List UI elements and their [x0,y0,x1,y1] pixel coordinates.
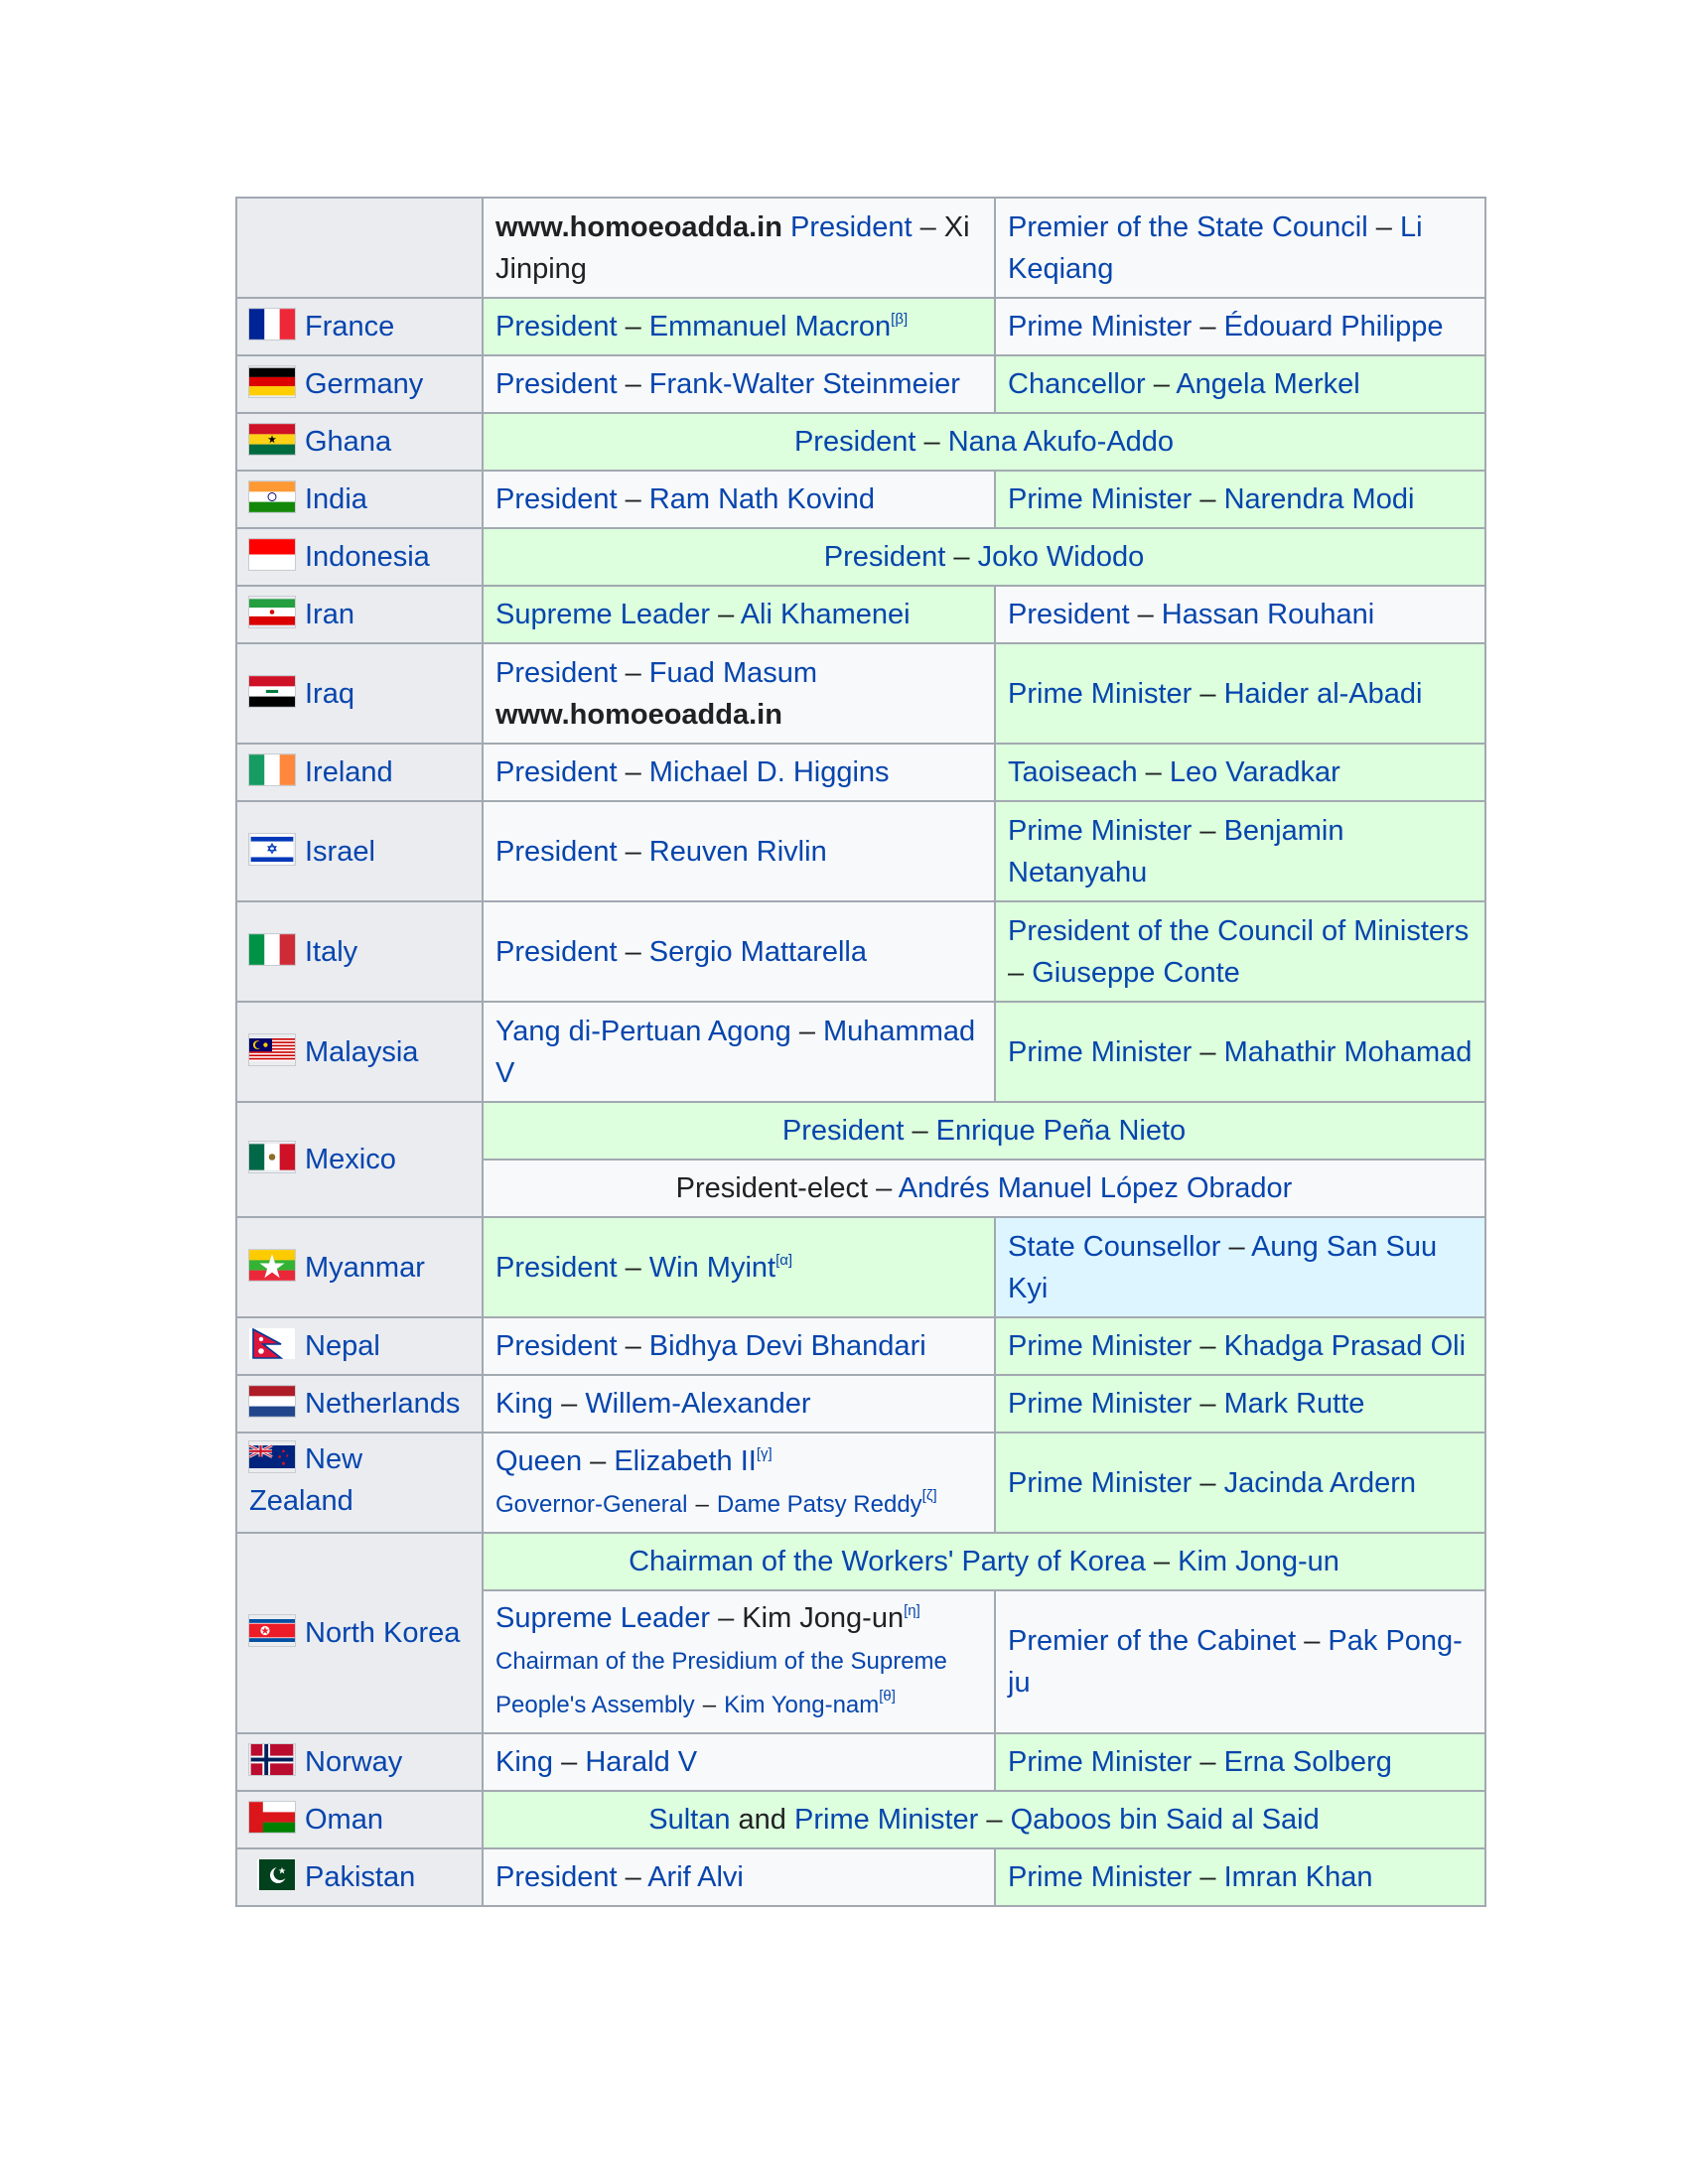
head-of-state-cell [483,1590,995,1733]
dash: – [625,1251,641,1284]
country-link[interactable]: Iran [305,599,354,630]
person-link[interactable]: Sergio Mattarella [648,935,867,968]
person-link[interactable]: Muhammad V [495,1015,976,1089]
country-link[interactable]: Israel [305,835,375,868]
head-of-government-cell [995,1590,1485,1733]
person-name: Kim Jong-un [742,1602,905,1634]
office-link[interactable]: State Counsellor [1008,1230,1221,1263]
person-link[interactable]: Kim Jong-un [1178,1546,1339,1577]
table-row-iraq [236,643,1485,744]
country-link[interactable]: North Korea [305,1617,461,1649]
country-link[interactable]: Ireland [305,756,393,788]
malaysia-flag-icon [249,1034,295,1065]
country-link[interactable]: Nepal [305,1330,380,1362]
head-of-state-cell [483,586,995,643]
office-link[interactable]: Premier of the State Council [1008,210,1368,243]
country-cell [236,744,483,801]
office-link[interactable]: Chairman of the Presidium of the Supreme People's Assembly [495,1648,947,1718]
dash: – [1199,814,1216,847]
iran-flag-icon [249,597,295,627]
dash: – [1199,1035,1216,1068]
person-link[interactable]: Qaboos bin Said al Said [1010,1804,1320,1836]
dash: – [702,1692,717,1718]
office-link[interactable]: Supreme Leader [495,1602,711,1634]
head-of-government-cell [995,1217,1485,1317]
office-link[interactable]: Prime Minister [1008,1035,1193,1068]
dash: – [1375,210,1392,243]
person-name: Xi Jinping [495,210,970,285]
dash: – [912,1115,928,1147]
footnote-link[interactable]: [β] [891,311,909,328]
office-link[interactable]: Prime Minister [1008,1861,1193,1893]
footnote-link[interactable]: [θ] [879,1688,896,1705]
dash: – [986,1804,1003,1836]
person-link[interactable]: Haider al-Abadi [1223,677,1423,710]
country-cell [236,528,483,586]
head-of-state-and-government-cell [483,1791,1485,1848]
head-of-state-cell [483,1433,995,1533]
dash: – [953,541,970,573]
pakistan-flag-icon [249,1859,295,1890]
dash: – [625,1861,641,1893]
office-link[interactable]: President [823,541,946,573]
dash: – [1153,1546,1171,1577]
footnote-link[interactable]: [ζ] [921,1486,937,1504]
head-of-government-cell [995,643,1485,744]
france-flag-icon [249,309,295,340]
person-link[interactable]: Elizabeth II [614,1444,757,1477]
table-row-italy [236,901,1485,1002]
head-of-government-cell [995,901,1485,1002]
head-of-state-cell [483,1848,995,1906]
israel-flag-icon [249,834,295,865]
office-link[interactable]: Prime Minister [1008,814,1193,847]
person-link[interactable]: Narendra Modi [1223,483,1415,515]
country-cell [236,1102,483,1217]
head-of-government-cell [995,1317,1485,1375]
office-link[interactable]: Prime Minister [1008,677,1193,710]
country-cell-empty [236,198,483,298]
dash: – [923,426,940,458]
person-link[interactable]: Aung San Suu Kyi [1008,1230,1438,1304]
head-of-government-cell [995,801,1485,901]
office-link[interactable]: President [495,756,618,788]
office-link[interactable]: Chancellor [1008,368,1146,400]
dash: – [1199,311,1216,342]
head-of-state-and-government-cell [483,1102,1485,1160]
watermark-text: www.homoeoadda.in [495,698,782,731]
office-link[interactable]: Queen [495,1444,583,1477]
office-link[interactable]: Governor-General [495,1490,688,1518]
dash: – [1199,483,1216,515]
office-link[interactable]: Sultan [648,1804,731,1836]
table-row-myanmar [236,1217,1485,1317]
person-link[interactable]: Harald V [585,1746,698,1778]
office-link[interactable]: President [495,483,618,515]
norway-flag-icon [249,1744,295,1775]
footnote-link[interactable]: [η] [904,1602,920,1619]
dash: – [590,1444,607,1477]
country-link[interactable]: Oman [305,1804,383,1836]
office-link[interactable]: Chairman of the Workers' Party of Korea [629,1546,1146,1577]
country-link[interactable]: Netherlands [305,1388,461,1420]
country-cell [236,1791,483,1848]
head-of-state-cell [483,1217,995,1317]
office-link[interactable]: President [495,368,618,400]
person-link[interactable]: Joko Widodo [977,541,1145,573]
office-link[interactable]: Prime Minister [1008,483,1193,515]
office-link[interactable]: Prime Minister [794,1804,979,1836]
nepal-flag-icon [249,1328,295,1359]
person-link[interactable]: Khadga Prasad Oli [1223,1330,1467,1362]
person-link[interactable]: Win Myint [648,1251,776,1284]
table-row-iran [236,586,1485,643]
dash: – [1304,1625,1321,1657]
person-link[interactable]: Pak Pong-ju [1008,1625,1463,1699]
table-row-north-korea [236,1533,1485,1590]
office-link[interactable]: President [495,311,618,342]
person-link[interactable]: Mahathir Mohamad [1223,1035,1473,1068]
person-link[interactable]: Michael D. Higgins [648,756,890,788]
dash: – [798,1015,815,1047]
office-link[interactable]: President [790,210,913,243]
country-link[interactable]: Mexico [305,1144,396,1175]
country-link[interactable]: Germany [305,368,424,400]
head-of-government-cell [995,1375,1485,1433]
heads-of-state-table [235,197,1486,1907]
office-text: President-elect [675,1172,869,1204]
table-row-germany [236,355,1485,413]
indonesia-flag-icon [249,539,295,570]
head-of-state-cell [483,1317,995,1375]
head-of-government-cell [995,298,1485,355]
head-of-government-cell [995,1433,1485,1533]
dash: – [1153,368,1170,400]
person-link[interactable]: Giuseppe Conte [1032,956,1240,989]
head-of-state-cell [483,198,995,298]
person-link[interactable]: Emmanuel Macron [648,311,892,342]
country-link[interactable]: Pakistan [305,1861,416,1893]
person-link[interactable]: Ram Nath Kovind [648,483,876,515]
person-link[interactable]: Frank-Walter Steinmeier [648,368,960,400]
person-link[interactable]: Andrés Manuel López Obrador [898,1172,1293,1204]
person-link[interactable]: Nana Akufo-Addo [947,426,1175,458]
head-of-state-cell [483,744,995,801]
table-row-norway [236,1733,1485,1791]
country-cell [236,1375,483,1433]
country-cell [236,586,483,643]
office-link[interactable]: President [495,1330,618,1362]
italy-flag-icon [249,934,295,965]
dash: – [1199,677,1216,710]
dash: – [625,935,641,968]
dash: – [625,656,641,689]
country-cell [236,1317,483,1375]
person-link[interactable]: Li Keqiang [1008,210,1423,285]
country-cell [236,801,483,901]
india-flag-icon [249,481,295,512]
country-cell [236,901,483,1002]
person-link[interactable]: Mark Rutte [1223,1388,1365,1420]
country-cell [236,643,483,744]
head-of-government-cell [995,1848,1485,1906]
head-of-state-and-government-cell [483,528,1485,586]
table-row-china [236,198,1485,298]
person-link[interactable]: Erna Solberg [1223,1746,1392,1778]
table-row-mexico [236,1102,1485,1160]
country-cell [236,355,483,413]
table-row-nepal [236,1317,1485,1375]
dash: – [1199,1746,1216,1778]
head-of-state-cell [483,801,995,901]
person-link[interactable]: Jacinda Ardern [1223,1466,1417,1499]
office-link[interactable]: President [495,835,618,868]
head-of-state-cell [483,643,995,744]
head-of-government-cell [995,198,1485,298]
dash: – [625,311,641,342]
office-link[interactable]: Yang di-Pertuan Agong [495,1015,791,1047]
office-link[interactable]: Prime Minister [1008,1466,1193,1499]
head-of-government-cell [995,471,1485,528]
country-link[interactable]: Italy [305,935,358,968]
dash: – [1137,599,1154,630]
person-link[interactable]: Enrique Peña Nieto [935,1115,1187,1147]
country-cell [236,413,483,471]
dash: – [561,1746,578,1778]
country-cell [236,1217,483,1317]
country-cell [236,298,483,355]
table-row-france [236,298,1485,355]
office-link[interactable]: President [781,1115,905,1147]
dash: – [1008,956,1025,989]
office-link[interactable]: President [495,1861,618,1893]
iraq-flag-icon [249,676,295,707]
country-link[interactable]: Malaysia [305,1035,419,1068]
person-link[interactable]: Édouard Philippe [1223,311,1444,342]
office-link[interactable]: Prime Minister [1008,311,1193,342]
oman-flag-icon [249,1802,295,1833]
footnote-link[interactable]: [α] [775,1251,793,1269]
conjunction-text: and [738,1804,786,1836]
office-link[interactable]: President [1008,599,1130,630]
table-row-netherlands [236,1375,1485,1433]
head-of-state-and-government-cell [483,413,1485,471]
person-link[interactable]: Ali Khamenei [740,599,911,630]
dash: – [1228,1230,1245,1263]
head-of-state-cell [483,1733,995,1791]
person-link[interactable]: Fuad Masum [648,656,818,689]
office-link[interactable]: Supreme Leader [495,599,711,630]
footnote-link[interactable]: [γ] [756,1444,773,1462]
ireland-flag-icon [249,754,295,785]
person-link[interactable]: Arif Alvi [647,1861,744,1893]
dash: – [1199,1388,1216,1420]
dash: – [625,756,641,788]
person-link[interactable]: Bidhya Devi Bhandari [648,1330,926,1362]
office-link[interactable]: President [495,935,618,968]
dash: – [718,1602,735,1634]
person-link[interactable]: Hassan Rouhani [1161,599,1375,630]
dash: – [1199,1861,1216,1893]
country-cell [236,1002,483,1102]
table-row-india [236,471,1485,528]
dash: – [718,599,735,630]
country-link[interactable]: New Zealand [249,1443,363,1517]
dash: – [1199,1466,1216,1499]
office-link[interactable]: President [495,1251,618,1284]
party-chairman-cell [483,1533,1485,1590]
office-link[interactable]: President [793,426,916,458]
head-of-state-cell [483,471,995,528]
office-link[interactable]: Prime Minister [1008,1388,1193,1420]
table-row-new-zealand [236,1433,1485,1533]
new-zealand-flag-icon [249,1441,295,1472]
head-of-state-cell [483,1375,995,1433]
mexico-flag-icon [249,1142,295,1172]
person-link[interactable]: Angela Merkel [1176,368,1360,400]
dash: – [1145,756,1162,788]
country-link[interactable]: Iraq [305,677,354,710]
myanmar-flag-icon [249,1250,295,1281]
dash: – [625,1330,641,1362]
head-of-state-cell [483,298,995,355]
office-link[interactable]: Prime Minister [1008,1330,1193,1362]
germany-flag-icon [249,366,295,397]
head-of-government-cell [995,355,1485,413]
office-link[interactable]: King [495,1388,554,1420]
person-link[interactable]: Kim Yong-nam [724,1692,880,1718]
head-of-state-cell [483,901,995,1002]
person-link[interactable]: Imran Khan [1223,1861,1373,1893]
table-row-ghana [236,413,1485,471]
country-cell [236,1848,483,1906]
north-korea-flag-icon [249,1615,295,1646]
dash: – [625,835,641,868]
head-of-government-cell [995,1733,1485,1791]
netherlands-flag-icon [249,1386,295,1417]
person-link[interactable]: Willem-Alexander [585,1388,811,1420]
office-link[interactable]: King [495,1746,554,1778]
office-link[interactable]: President [495,656,618,689]
dash: – [625,368,641,400]
watermark-text: www.homoeoadda.in [495,210,782,243]
country-link[interactable]: Myanmar [305,1251,425,1284]
country-cell [236,471,483,528]
country-cell [236,1733,483,1791]
country-cell [236,1433,483,1533]
person-link[interactable]: Leo Varadkar [1169,756,1340,788]
president-elect-cell [483,1160,1485,1217]
table-row-ireland [236,744,1485,801]
dash: – [919,210,936,243]
dash: – [625,483,641,515]
office-link[interactable]: Premier of the Cabinet [1008,1625,1297,1657]
head-of-state-cell [483,1002,995,1102]
person-link[interactable]: Reuven Rivlin [648,835,827,868]
country-link[interactable]: Norway [305,1746,403,1778]
country-link[interactable]: Indonesia [305,541,430,573]
person-link[interactable]: Dame Patsy Reddy [716,1490,922,1518]
table-row-pakistan [236,1848,1485,1906]
head-of-state-cell [483,355,995,413]
table-row-malaysia [236,1002,1485,1102]
office-link[interactable]: President of the Council of Ministers [1008,914,1470,947]
table-row-israel [236,801,1485,901]
dash: – [1199,1330,1216,1362]
person-link[interactable]: Benjamin Netanyahu [1008,814,1344,888]
dash: – [695,1490,709,1518]
table-row-oman [236,1791,1485,1848]
head-of-government-cell [995,1002,1485,1102]
office-link[interactable]: Taoiseach [1008,756,1138,788]
country-link[interactable]: Ghana [305,426,392,458]
table-row-indonesia [236,528,1485,586]
head-of-government-cell [995,586,1485,643]
dash: – [561,1388,578,1420]
head-of-government-cell [995,744,1485,801]
country-link[interactable]: India [305,483,367,515]
country-cell [236,1533,483,1733]
office-link[interactable]: Prime Minister [1008,1746,1193,1778]
country-link[interactable]: France [305,311,395,342]
ghana-flag-icon [249,424,295,455]
dash: – [876,1172,893,1204]
